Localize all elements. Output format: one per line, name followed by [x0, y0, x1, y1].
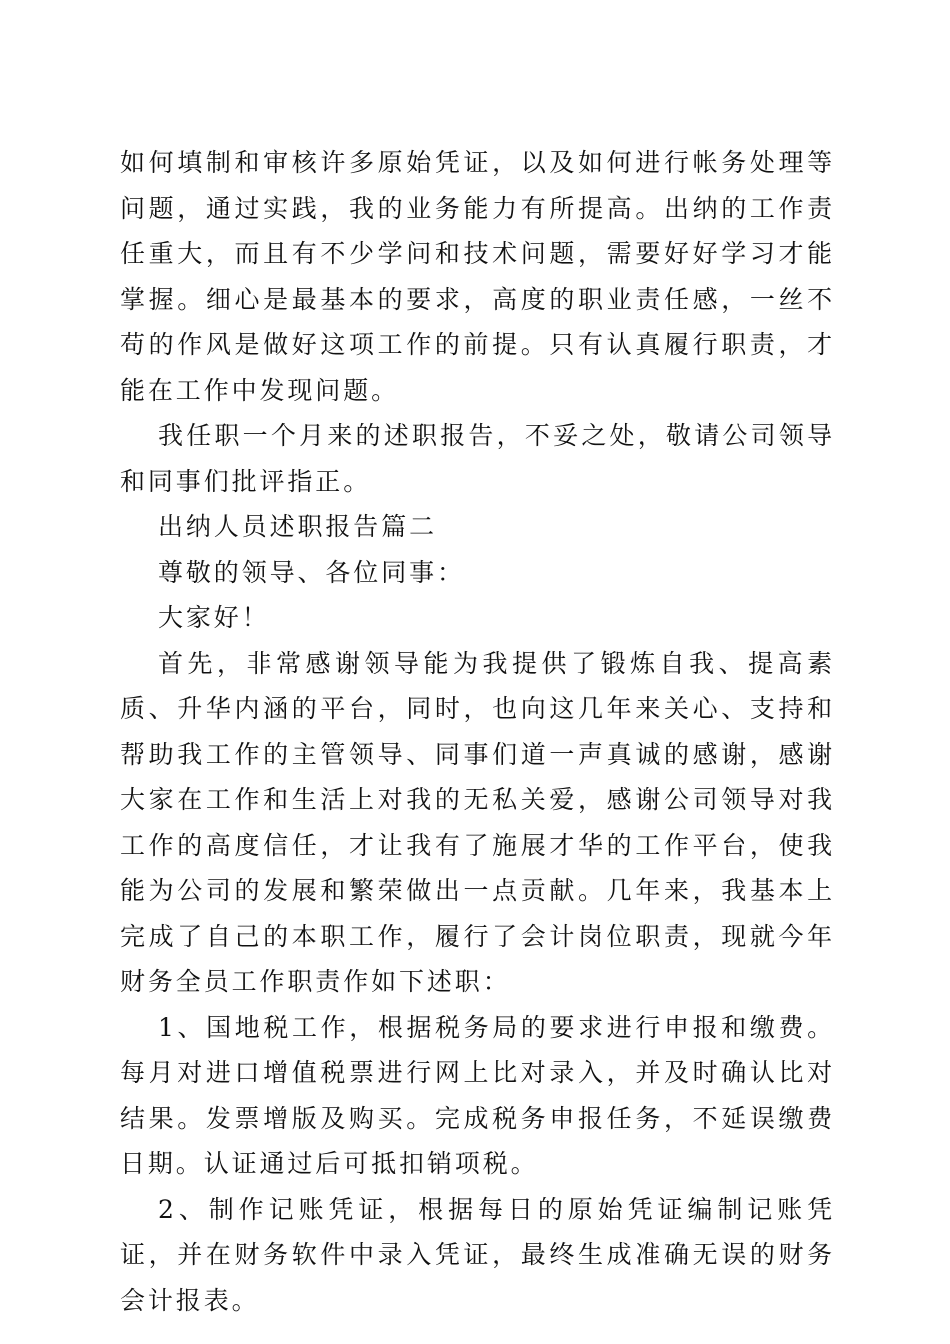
document-body	[120, 140, 835, 1323]
paragraph-continuation: 如何填制和审核许多原始凭证，以及如何进行帐务处理等问题，通过实践，我的业务能力有所提高。出纳的工作责任重大，而且有不少学问和技术问题，需要好好学习才能掌握。细心是最基本的要求，高度的职业责任感，一丝不苟的作风是做好这项工作的前提。只有认真履行职责，才能在工作中发现问题。	[120, 148, 835, 405]
paragraph-item-1: 1、国地税工作，根据税务局的要求进行申报和缴费。每月对进口增值税票进行网上比对录入，并及时确认比对结果。发票增版及购买。完成税务申报任务，不延误缴费日期。认证通过后可抵扣销项税。	[120, 1012, 835, 1178]
paragraph-closing-remark: 我任职一个月来的述职报告，不妥之处，敬请公司领导和同事们批评指正。	[120, 421, 835, 496]
salutation: 尊敬的领导、各位同事：	[158, 557, 465, 587]
paragraph-item-2: 2、制作记账凭证，根据每日的原始凭证编制记账凭证，并在财务软件中录入凭证，最终生成准确无误的财务会计报表。	[120, 1194, 835, 1315]
section-heading: 出纳人员述职报告篇二	[158, 512, 438, 541]
paragraph-introduction: 首先，非常感谢领导能为我提供了锻炼自我、提高素质、升华内涵的平台，同时，也向这几年来关心、支持和帮助我工作的主管领导、同事们道一声真诚的感谢，感谢大家在工作和生活上对我的无私关爱，感谢公司领导对我工作的高度信任，才让我有了施展才华的工作平台，使我能为公司的发展和繁荣做出一点贡献。几年来，我基本上完成了自己的本职工作，履行了会计岗位职责，现就今年财务全员工作职责作如下述职：	[120, 648, 835, 996]
greeting: 大家好！	[158, 603, 270, 632]
